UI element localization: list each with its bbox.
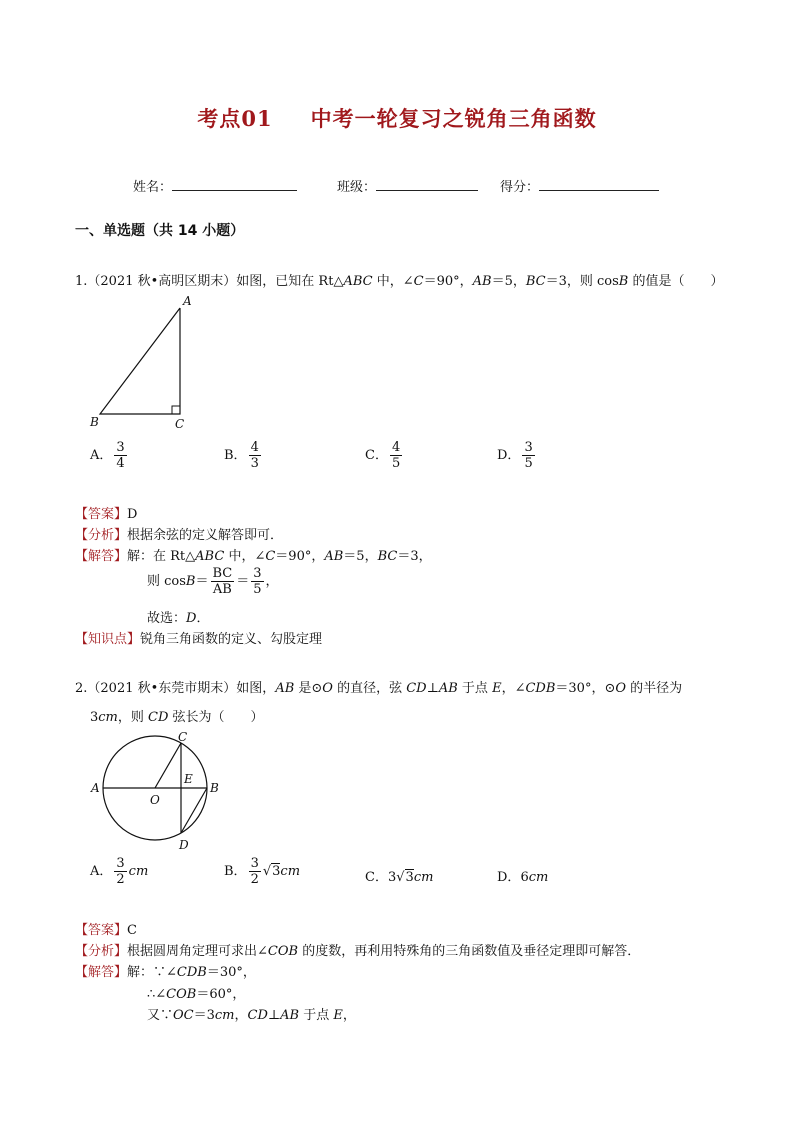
q1-answer: [75, 503, 137, 522]
q1-stem-text: 如图，已知在 Rt△: [236, 274, 344, 289]
frac-num: 3: [253, 566, 262, 581]
q1-knowledge: [75, 628, 322, 647]
q1-choice-b[interactable]: [224, 441, 263, 470]
choice-unit: cm: [128, 864, 149, 879]
q1-source: （2021 秋•高明区期末）: [87, 274, 237, 289]
q1-choice-a[interactable]: [90, 441, 129, 470]
solution-text: ∴∠: [147, 987, 167, 1002]
choice-letter: A．: [90, 448, 113, 463]
solution-text: ＝30°，: [206, 965, 256, 980]
choice-fraction: [114, 857, 126, 886]
solution-var: E: [333, 1008, 343, 1023]
name-field: [133, 176, 297, 195]
q1-stem-text: 中，∠: [372, 274, 414, 289]
q2-stem-text: 于点: [457, 681, 493, 696]
choice-fraction: [249, 441, 261, 470]
frac-num: 3: [524, 440, 533, 455]
choice-fraction: [390, 441, 402, 470]
q2-choice-b[interactable]: [224, 857, 300, 886]
frac-den: 5: [253, 582, 262, 597]
choice-coef: 3: [387, 870, 397, 885]
q2-var: E: [492, 681, 502, 696]
q2-stem-text: 如图，: [236, 681, 276, 696]
title-right: 中考一轮复习之锐角三角函数: [310, 106, 597, 131]
q2-choice-d[interactable]: [497, 866, 548, 885]
q2-stem-text: 的直径，弦: [332, 681, 407, 696]
q2-var: AB: [438, 681, 458, 696]
solution-text: ＝60°，: [196, 987, 246, 1002]
frac-num: 4: [391, 440, 401, 455]
solution-var: ABC: [195, 549, 225, 564]
q2-var: CD: [406, 681, 427, 696]
frac-den: 3: [250, 456, 259, 471]
answer-value: D: [127, 507, 138, 522]
frac-num: 4: [250, 440, 259, 455]
label-o: O: [150, 793, 160, 807]
q2-var: CD: [148, 710, 169, 725]
choice-fraction: [522, 441, 534, 470]
q1-solution: [75, 545, 432, 564]
frac-den: 5: [391, 456, 401, 471]
solution-text: 于点: [299, 1008, 334, 1023]
q2-solution: [75, 961, 256, 980]
solution-unit: cm: [214, 1008, 235, 1023]
class-field: [337, 176, 478, 195]
label-a: A: [183, 294, 192, 308]
solution-tag: 【解答】: [75, 965, 128, 980]
q2-var: AB: [275, 681, 295, 696]
frac-num: 3: [250, 856, 259, 871]
q2-stem-text: 是⊙: [294, 681, 323, 696]
solution-text: ．: [196, 611, 210, 626]
q2-stem-text: ⊥: [426, 681, 439, 696]
q1-number: 1.: [75, 274, 88, 289]
solution-var: D: [186, 611, 197, 626]
q1-var: ABC: [343, 274, 373, 289]
solution-var: BC: [377, 549, 398, 564]
choice-letter: C．: [365, 448, 388, 463]
choice-value: 6: [520, 870, 529, 885]
choice-fraction: [249, 857, 261, 886]
answer-tag: 【答案】: [75, 507, 128, 522]
solution-text: 又∵: [147, 1008, 174, 1023]
frac-num: BC: [212, 566, 233, 581]
name-label: 姓名：: [133, 180, 173, 195]
solution-var: COB: [166, 987, 197, 1002]
solution-var: AB: [324, 549, 344, 564]
q1-var: B: [618, 274, 629, 289]
q2-circle-figure: [85, 728, 225, 856]
q2-stem: [75, 677, 682, 696]
triangle-edges: [100, 308, 180, 414]
sqrt-radicand: 3: [272, 864, 281, 879]
q2-stem-text: ＝30°，⊙: [555, 681, 616, 696]
q2-stem-text: 的半径为: [626, 681, 683, 696]
solution-tag: 【解答】: [75, 549, 128, 564]
solution-fraction: [211, 567, 235, 596]
solution-text: ＝: [195, 574, 209, 589]
q2-choice-c[interactable]: [365, 866, 433, 885]
q2-choice-a[interactable]: [90, 857, 148, 886]
solution-text: ＝5，: [343, 549, 378, 564]
answer-value: C: [127, 923, 137, 938]
analysis-text: 根据余弦的定义解答即可．: [127, 528, 284, 543]
answer-tag: 【答案】: [75, 923, 128, 938]
q2-var: O: [615, 681, 627, 696]
sqrt-sign: √: [262, 864, 272, 879]
q2-analysis: [75, 940, 640, 959]
q1-choice-d[interactable]: [497, 441, 537, 470]
frac-den: 5: [524, 456, 533, 471]
solution-text: ＝3: [193, 1008, 215, 1023]
q2-number: 2.: [75, 681, 88, 696]
solution-text: ，: [342, 1008, 356, 1023]
solution-var: C: [265, 549, 276, 564]
q2-solution-line3: [147, 1004, 356, 1023]
frac-den: 2: [116, 872, 125, 887]
choice-fraction: [114, 441, 126, 470]
label-c: C: [178, 730, 188, 744]
choice-letter: B．: [224, 864, 247, 879]
knowledge-tag: 【知识点】: [75, 632, 141, 647]
solution-text: 解：在 Rt△: [127, 549, 196, 564]
segment-db: [181, 788, 207, 833]
label-b: B: [210, 781, 219, 795]
q2-var: CDB: [525, 681, 556, 696]
q1-analysis: [75, 524, 283, 543]
analysis-text: 根据圆周角定理可求出∠: [127, 944, 268, 959]
frac-num: 3: [116, 856, 125, 871]
q2-source: （2021 秋•东莞市期末）: [87, 681, 237, 696]
q2-answer: [75, 919, 137, 938]
solution-var: AB: [280, 1008, 300, 1023]
q1-choice-c[interactable]: [365, 441, 404, 470]
analysis-tag: 【分析】: [75, 528, 128, 543]
section-heading: 一、单选题（共 14 小题）: [75, 223, 245, 239]
analysis-text: 的度数，再利用特殊角的三角函数值及垂径定理即可解答．: [298, 944, 641, 959]
choice-letter: C．: [365, 870, 388, 885]
q2-stem-text: ，∠: [501, 681, 526, 696]
solution-var: CDB: [176, 965, 207, 980]
frac-num: 3: [116, 440, 125, 455]
solution-text: 则 cos: [147, 574, 186, 589]
solution-text: ＝: [236, 574, 250, 589]
q1-stem-text: ＝3，则 cos: [545, 274, 619, 289]
class-blank[interactable]: [376, 178, 478, 191]
q1-stem-text: ＝5，: [491, 274, 526, 289]
frac-den: AB: [212, 582, 232, 597]
q1-stem-text: ＝90°，: [423, 274, 473, 289]
q2-unit: cm: [98, 710, 118, 725]
label-a: A: [91, 781, 100, 795]
q2-stem-text: ，则: [117, 710, 149, 725]
label-d: D: [179, 838, 189, 852]
q2-solution-line2: [147, 983, 245, 1002]
q1-var: AB: [472, 274, 492, 289]
class-label: 班级：: [337, 180, 377, 195]
solution-text: ⊥: [267, 1008, 281, 1023]
solution-text: 解：∵∠: [127, 965, 177, 980]
q1-var: C: [413, 274, 424, 289]
label-b: B: [90, 415, 99, 429]
q1-triangle-figure: [85, 292, 205, 432]
title-left: 考点01: [197, 106, 273, 131]
solution-text: ＝90°，: [275, 549, 325, 564]
q1-stem-text: 的值是（ ）: [628, 274, 724, 289]
right-angle-mark: [172, 406, 180, 414]
page-title: [0, 103, 794, 133]
name-blank[interactable]: [172, 178, 297, 191]
analysis-tag: 【分析】: [75, 944, 128, 959]
choice-unit: cm: [413, 870, 434, 885]
q1-solution-line3: [147, 607, 209, 626]
score-label: 得分：: [500, 180, 540, 195]
solution-text: ，: [265, 574, 279, 589]
q1-solution-line2: [147, 567, 279, 596]
frac-den: 2: [250, 872, 259, 887]
solution-var: CD: [247, 1008, 268, 1023]
q1-var: BC: [525, 274, 546, 289]
label-c: C: [175, 417, 185, 431]
analysis-var: COB: [267, 944, 299, 959]
knowledge-text: 锐角三角函数的定义、勾股定理: [140, 632, 323, 647]
q2-var: O: [322, 681, 333, 696]
solution-var: B: [185, 574, 196, 589]
frac-den: 4: [116, 456, 125, 471]
q2-stem-line2: [90, 706, 264, 725]
sqrt-sign: √: [396, 870, 405, 885]
choice-unit: cm: [528, 870, 549, 885]
solution-text: ，: [234, 1008, 248, 1023]
choice-letter: D．: [497, 870, 521, 885]
sqrt-radicand: 3: [405, 870, 414, 885]
choice-unit: cm: [280, 864, 301, 879]
q2-stem-text: 3: [90, 710, 99, 725]
choice-letter: A．: [90, 864, 113, 879]
segment-oc: [155, 743, 181, 788]
solution-text: ＝3，: [397, 549, 432, 564]
choice-letter: B．: [224, 448, 247, 463]
score-blank[interactable]: [539, 178, 659, 191]
solution-var: OC: [173, 1008, 194, 1023]
label-e: E: [184, 772, 193, 786]
score-field: [500, 176, 659, 195]
solution-text: 中，∠: [224, 549, 266, 564]
choice-letter: D．: [497, 448, 521, 463]
solution-fraction: [251, 567, 263, 596]
solution-text: 故选：: [147, 611, 187, 626]
q2-stem-text: 弦长为（ ）: [168, 710, 264, 725]
q1-stem: [75, 270, 724, 289]
